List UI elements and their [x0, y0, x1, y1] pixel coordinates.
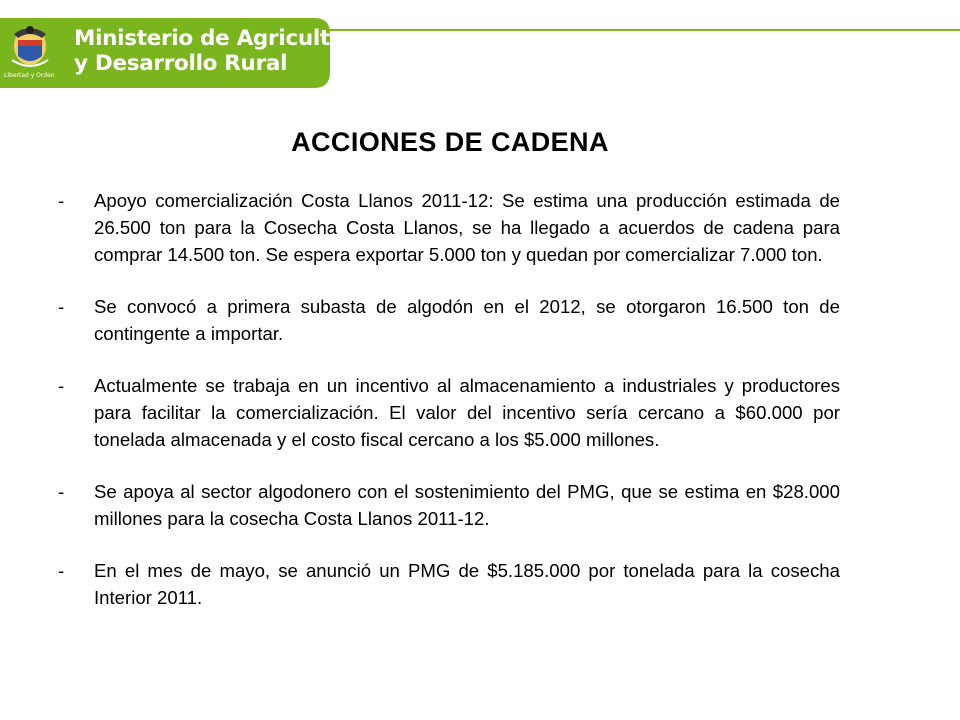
ministry-name-line1: Ministerio de Agricultura	[74, 26, 370, 51]
bullet-item	[58, 557, 840, 611]
bullet-item	[58, 372, 840, 453]
bullet-marker: -	[58, 481, 65, 502]
bullet-item	[58, 478, 840, 532]
bullet-text: Se convocó a primera subasta de algodón en el 2012, se otorgaron 16.500 ton de contingente a importar.	[94, 296, 840, 344]
seal-motto: Libertad y Orden	[4, 72, 55, 79]
ministry-name	[74, 26, 369, 76]
bullet-text: Actualmente se trabaja en un incentivo al almacenamiento a industriales y productores para facilitar la comercialización. El valor del incentivo sería cercano a $60.000 por tonelada almacenada y el costo fiscal cercano a los $5.000 millones.	[94, 375, 840, 450]
bullet-text: Se apoya al sector algodonero con el sostenimiento del PMG, que se estima en $28.000 millones para la cosecha Costa Llanos 2011-12.	[94, 481, 840, 529]
bullet-marker: -	[58, 560, 65, 581]
bullet-item	[58, 187, 840, 268]
bullet-marker: -	[58, 375, 65, 396]
bullet-marker: -	[58, 190, 65, 211]
bullet-text: Apoyo comercialización Costa Llanos 2011-12: Se estima una producción estimada de 26.500 ton para la Cosecha Costa Llanos, se ha llegado a acuerdos de cadena para comprar 14.500 ton. Se espera exportar 5.000 ton y quedan por comercializar 7.000 ton.	[94, 190, 840, 265]
bullet-list	[58, 187, 840, 611]
bullet-item	[58, 293, 840, 347]
bullet-text: En el mes de mayo, se anunció un PMG de $5.185.000 por tonelada para la cosecha Interior 2011.	[94, 560, 840, 608]
bullet-marker: -	[58, 296, 65, 317]
ministry-header	[0, 0, 960, 95]
ministry-name-line2: y Desarrollo Rural	[74, 51, 288, 76]
slide-title: ACCIONES DE CADENA	[291, 127, 609, 157]
